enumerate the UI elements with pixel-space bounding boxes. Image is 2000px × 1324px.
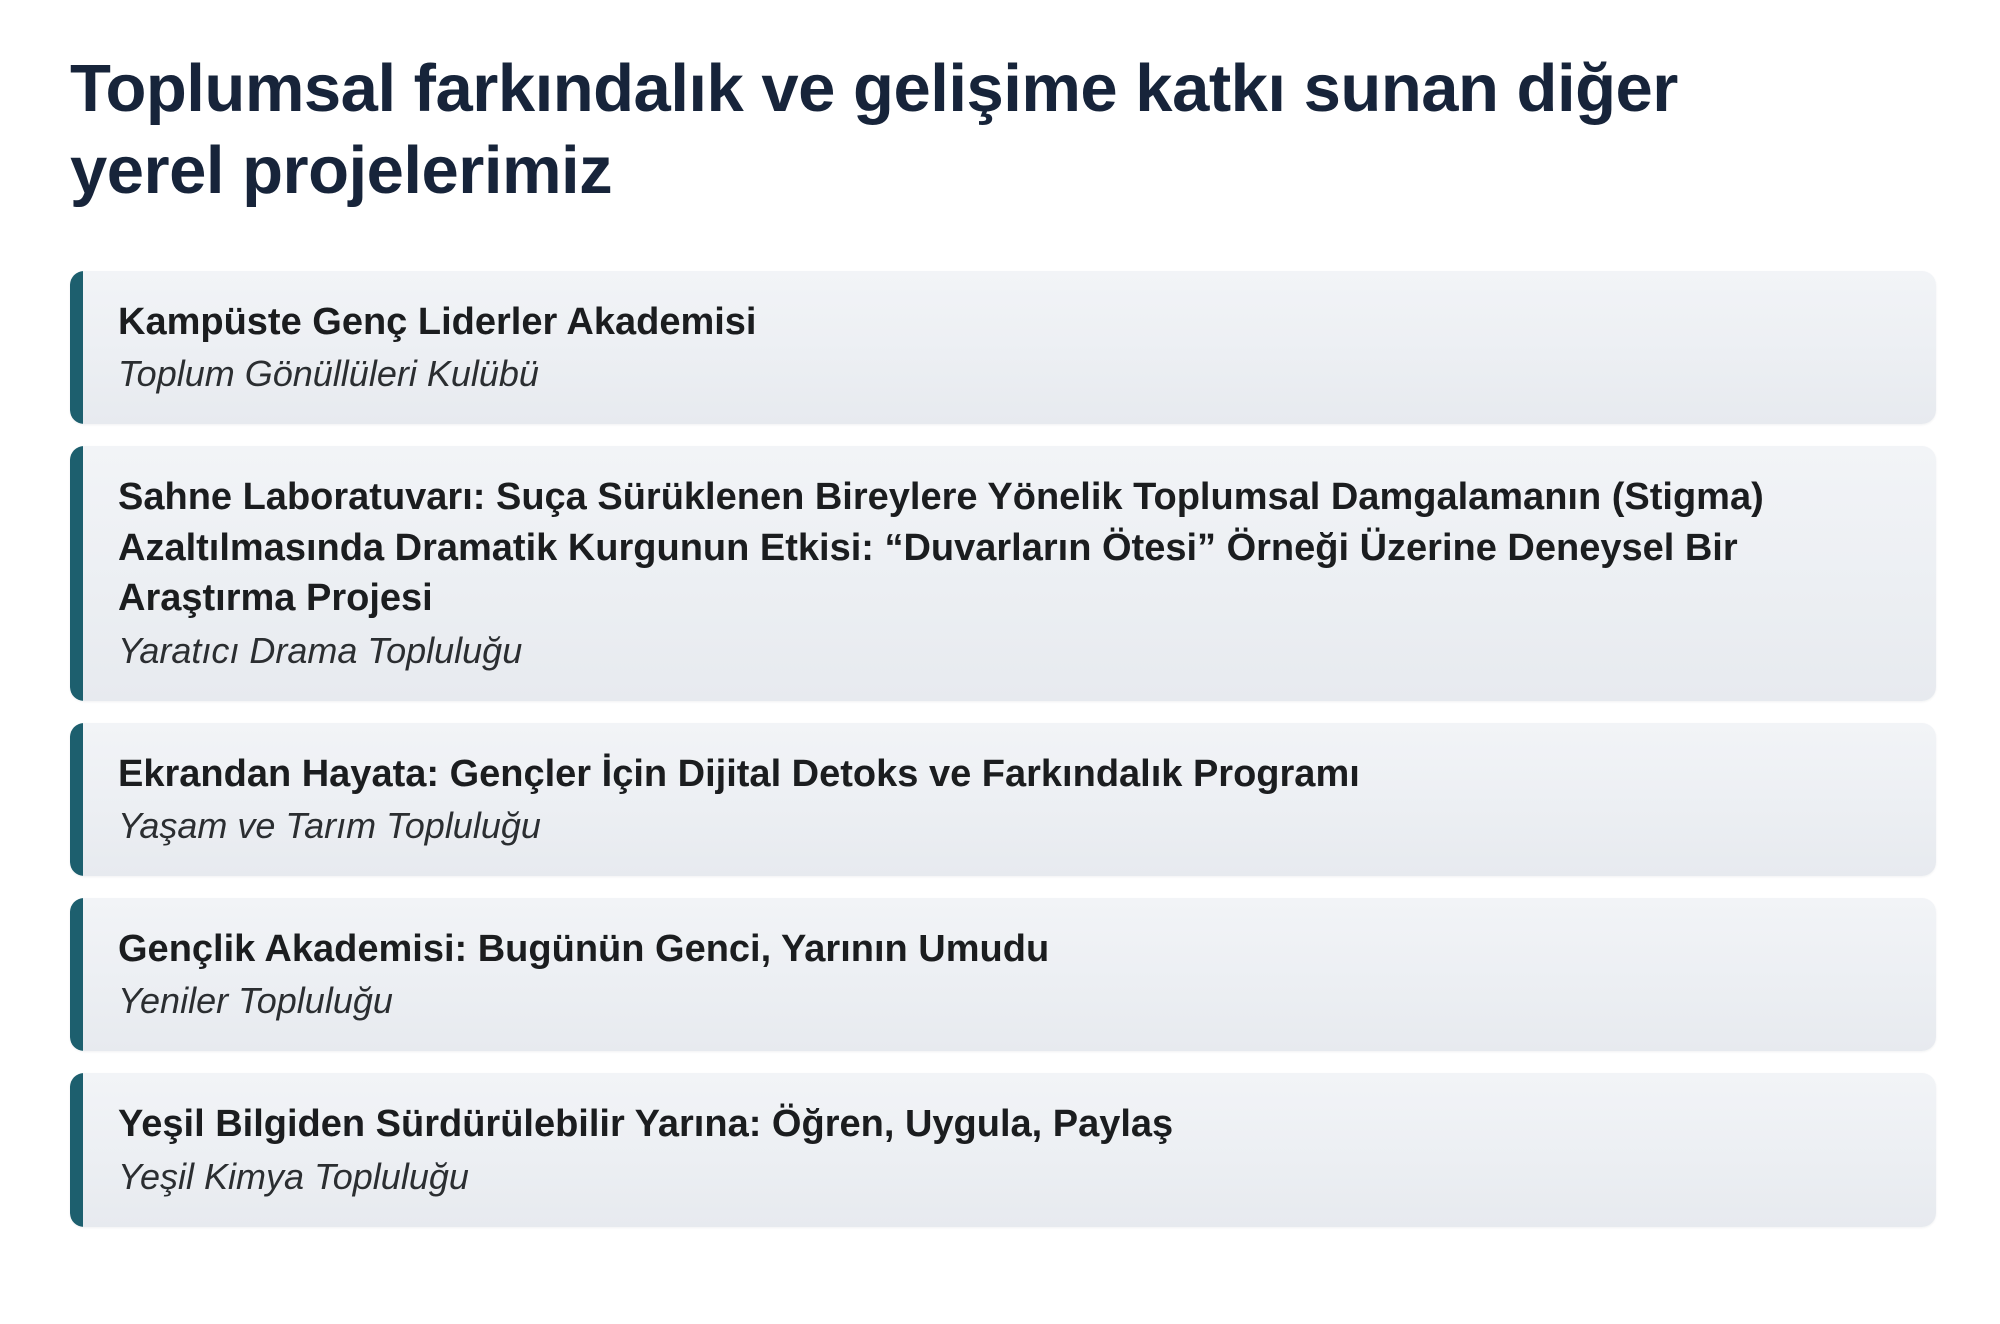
accent-bar (70, 898, 83, 1051)
project-club: Yaşam ve Tarım Topluluğu (118, 805, 541, 847)
accent-bar (70, 723, 83, 876)
project-title: Gençlik Akademisi: Bugünün Genci, Yarının Umudu (118, 927, 1050, 970)
list-item[interactable] (70, 723, 1936, 876)
list-item[interactable] (70, 446, 1936, 700)
accent-bar (70, 271, 83, 424)
project-club: Yeşil Kimya Topluluğu (118, 1155, 469, 1197)
list-item[interactable] (70, 1073, 1936, 1226)
accent-bar (70, 446, 83, 700)
project-title: Kampüste Genç Liderler Akademisi (118, 300, 757, 343)
project-list (70, 271, 1936, 1227)
list-item[interactable] (70, 898, 1936, 1051)
project-title: Sahne Laboratuvarı: Suça Sürüklenen Bireylere Yönelik Toplumsal Damgalamanın (Stigma) Azaltılmasında Dramatik Kurgunun Etkisi: “Duvarların Ötesi” Örneği Üzerine Deneysel Bir Araştırma Projesi (118, 476, 1764, 620)
project-club: Toplum Gönüllüleri Kulübü (118, 353, 539, 395)
project-title: Yeşil Bilgiden Sürdürülebilir Yarına: Öğren, Uygula, Paylaş (118, 1103, 1174, 1146)
list-item[interactable] (70, 271, 1936, 424)
page-title: Toplumsal farkındalık ve gelişime katkı sunan diğer yerel projelerimiz (70, 51, 1678, 209)
project-club: Yeniler Topluluğu (118, 980, 393, 1022)
project-title: Ekrandan Hayata: Gençler İçin Dijital Detoks ve Farkındalık Programı (118, 752, 1360, 795)
accent-bar (70, 1073, 83, 1226)
project-club: Yaratıcı Drama Topluluğu (118, 629, 523, 671)
